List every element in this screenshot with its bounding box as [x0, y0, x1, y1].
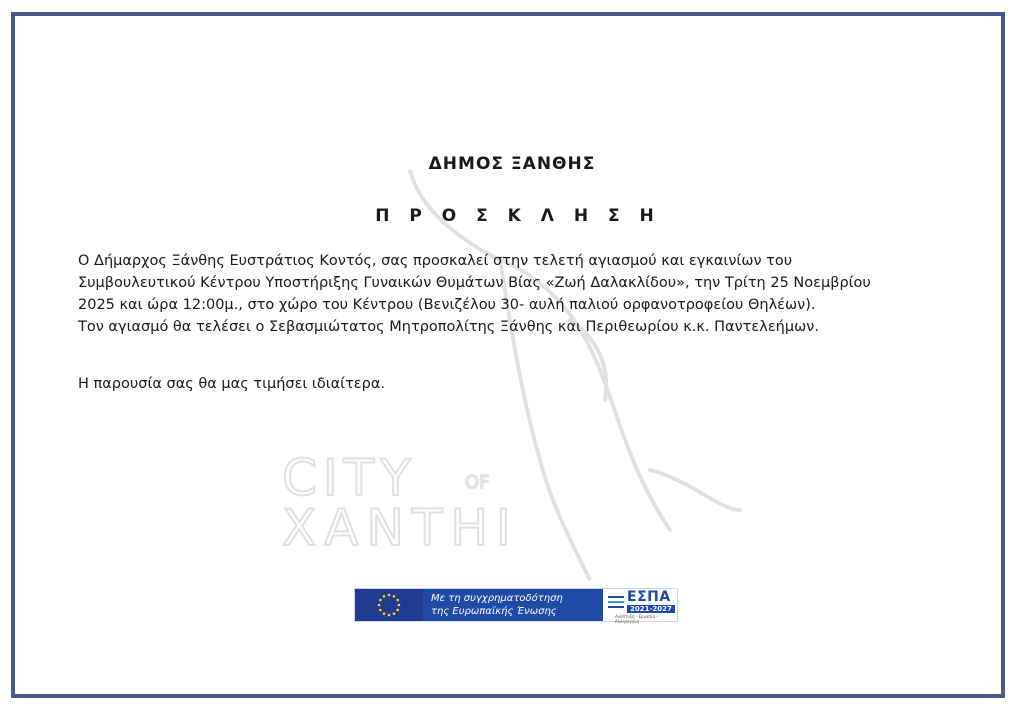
watermark-figure-arc	[650, 470, 740, 510]
eu-star	[396, 599, 399, 602]
eu-star	[388, 594, 391, 597]
espa-stripes-icon	[606, 593, 626, 613]
espa-name: ΕΣΠΑ	[627, 589, 671, 605]
eu-star	[379, 609, 382, 612]
eu-flag-icon	[355, 589, 423, 621]
eu-star	[393, 612, 396, 615]
body-line-3: 2025 και ώρα 12:00μ., στο χώρο του Κέντρου (Βενιζέλου 30- αυλή παλιού ορφανοτροφείου Θηλέων).	[78, 297, 816, 313]
watermark-xanthi-text: XANTHI	[282, 499, 519, 557]
eu-cofunding-text	[423, 589, 603, 621]
closing-sentence: Η παρουσία σας θα μας τιμήσει ιδιαίτερα.	[78, 376, 386, 392]
watermark-city-text: CITY	[282, 449, 417, 507]
eu-star	[383, 612, 386, 615]
eu-star	[378, 604, 381, 607]
espa-logo	[603, 589, 677, 624]
cofunding-line-1: Με τη συγχρηματοδότηση	[431, 593, 563, 604]
invitation-title: Π Ρ Ο Σ Κ Λ Η Σ Η	[375, 206, 661, 226]
body-line-4: Τον αγιασμό θα τελέσει ο Σεβασμιώτατος Μητροπολίτης Ξάνθης και Περιθεωρίου κ.κ. Παντελεήμων.	[78, 319, 819, 335]
eu-star	[398, 604, 401, 607]
body-line-1: Ο Δήμαρχος Ξάνθης Ευστράτιος Κοντός, σας προσκαλεί στην τελετή αγιασμού και εγκαινίων του	[78, 253, 793, 269]
eu-star	[396, 609, 399, 612]
invitation-body	[78, 250, 942, 338]
cofunding-line-2: της Ευρωπαϊκής Ένωσης	[431, 606, 557, 617]
eu-funding-banner	[354, 588, 678, 622]
espa-motto: Ανάπτυξη - Εργασία - Αλληλεγγύη	[615, 614, 658, 624]
eu-star	[379, 599, 382, 602]
eu-star	[393, 595, 396, 598]
eu-star	[388, 614, 391, 617]
eu-star	[383, 595, 386, 598]
invitation-paragraph	[78, 250, 942, 338]
body-line-2: Συμβουλευτικού Κέντρου Υποστήριξης Γυναικών Θυμάτων Βίας «Ζωή Δαλακλίδου», την Τρίτη 25 Νοεμβρίου	[78, 275, 871, 291]
watermark-of-text: OF	[465, 472, 490, 493]
espa-years: 2021-2027	[627, 605, 675, 613]
eu-stars-icon	[355, 589, 423, 621]
municipality-title: ΔΗΜΟΣ ΞΑΝΘΗΣ	[428, 154, 596, 174]
